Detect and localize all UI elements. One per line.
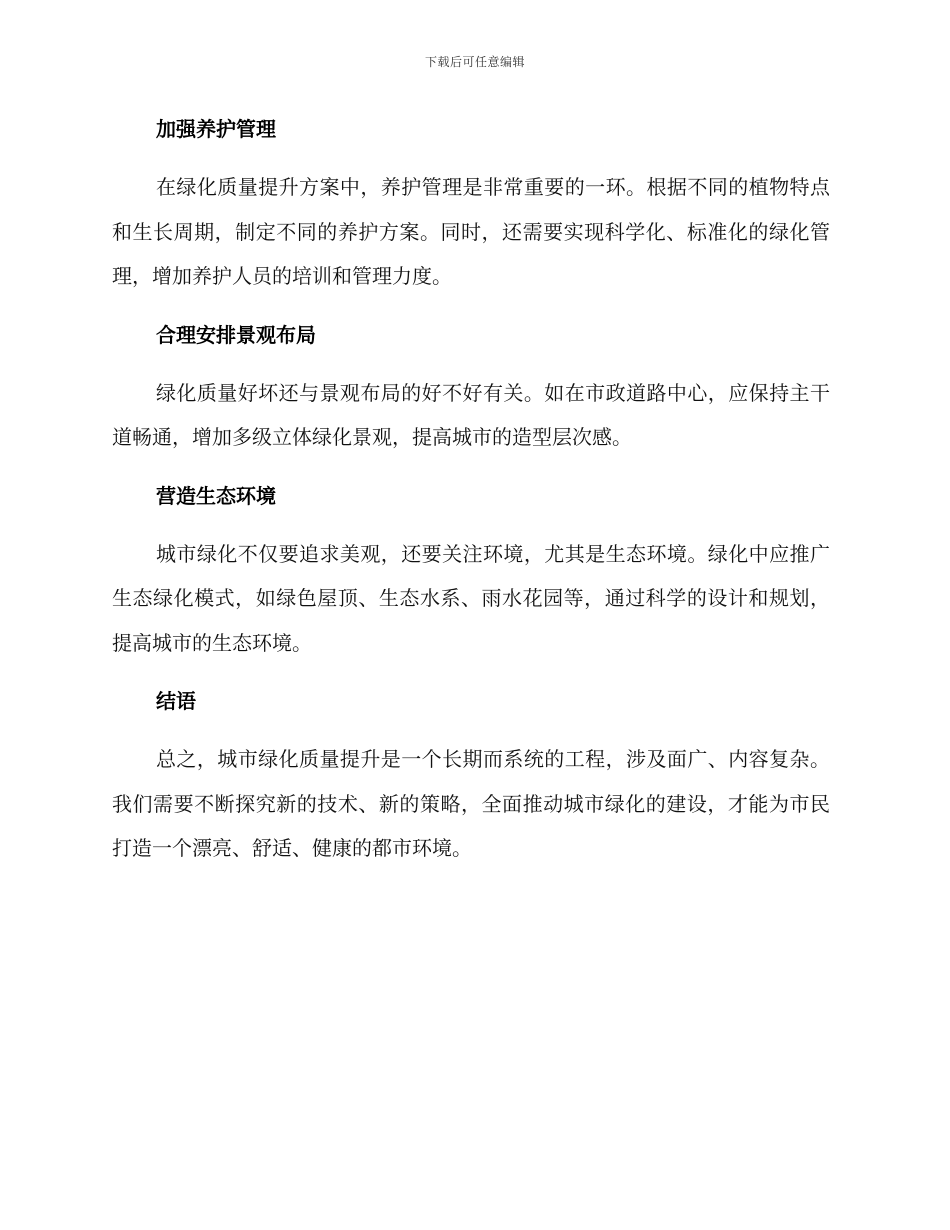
spacer (112, 665, 830, 679)
section-heading-maintenance: 加强养护管理 (156, 117, 276, 141)
section-paragraph-landscape: 绿化质量好坏还与景观布局的好不好有关。如在市政道路中心，应保持主干道畅通，增加多级立体绿化景观，提高城市的造型层次感。 (112, 380, 830, 449)
section-heading-ecology: 营造生态环境 (156, 483, 276, 508)
section-paragraph-conclusion: 总之，城市绿化质量提升是一个长期而系统的工程，涉及面广、内容复杂。我们需要不断探究新的技术、新的策略，全面推动城市绿化的建设，才能为市民打造一个漂亮、舒适、健康的都市环境。 (112, 747, 830, 860)
section-heading-landscape: 合理安排景观布局 (156, 322, 316, 347)
section-paragraph-ecology: 城市绿化不仅要追求美观，还要关注环境，尤其是生态环境。绿化中应推广生态绿化模式，如绿色屋顶、生态水系、雨水花园等，通过科学的设计和规划，提高城市的生态环境。 (112, 541, 830, 655)
section-paragraph-maintenance: 在绿化质量提升方案中，养护管理是非常重要的一环。根据不同的植物特点和生长周期，制定不同的养护方案。同时，还需要实现科学化、标准化的绿化管理，增加养护人员的培训和管理力度。 (112, 175, 830, 288)
document-body (112, 107, 830, 871)
section-heading-conclusion: 结语 (156, 689, 196, 713)
spacer (112, 357, 830, 371)
spacer (112, 723, 830, 737)
page-header-note: 下载后可任意编辑 (424, 55, 525, 69)
spacer (112, 518, 830, 532)
spacer (112, 299, 830, 313)
spacer (112, 151, 830, 165)
spacer (112, 460, 830, 474)
